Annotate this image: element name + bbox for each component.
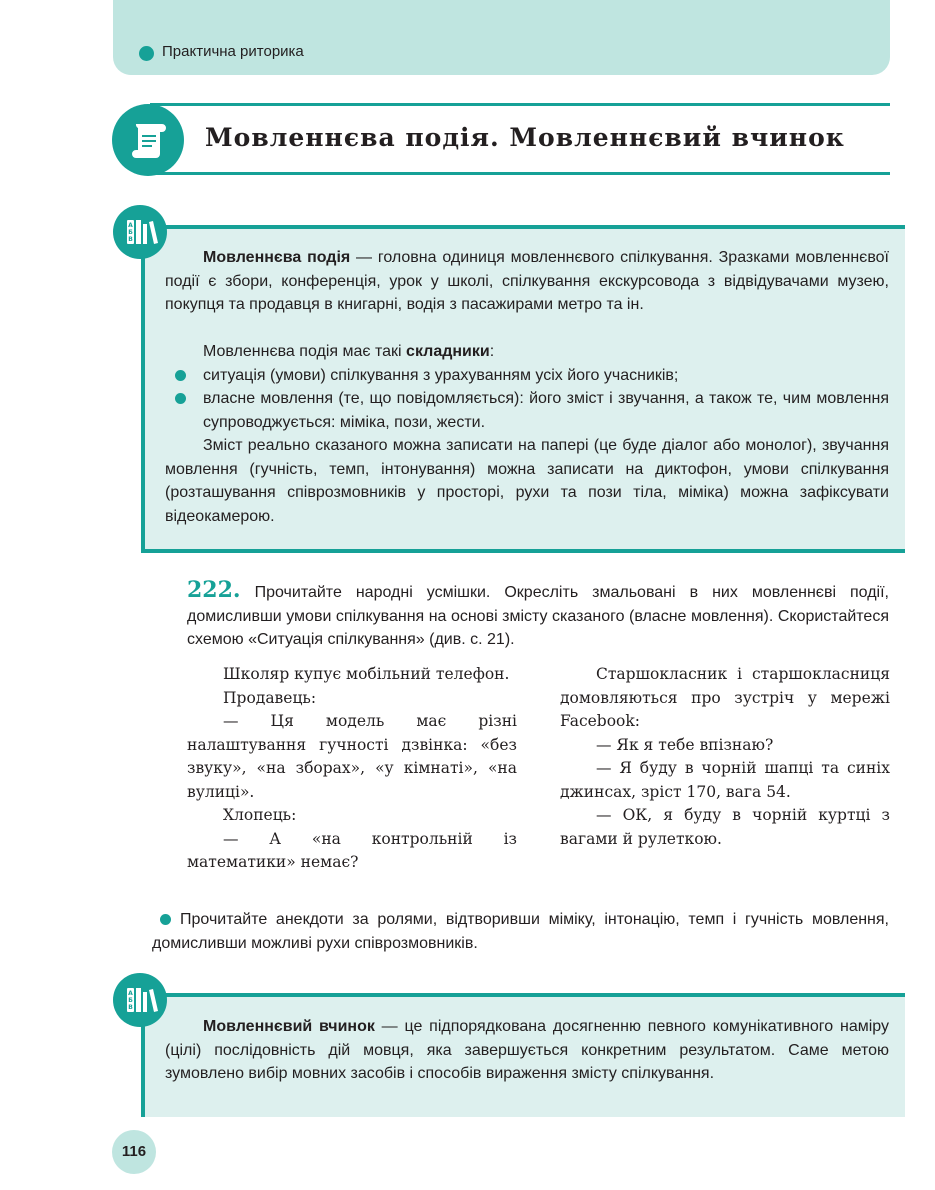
definition-event-text: — головна одиниця мовленнєвого спілкування. Зразками мовленнєвої події є збори, конференція, урок у школі, спілкування екскурсовода з відвідувачами музею, покупця та продавця в книгарні, водія з пасажирами метро та ін. xyxy=(165,249,890,313)
svg-text:В: В xyxy=(128,236,133,243)
page-number: 116 xyxy=(112,1130,156,1174)
anecdote-line: Старшокласник і старшокласниця домовляються про зустріч у мережі Facebook: xyxy=(560,665,890,730)
exercise-subtask: Прочитайте анекдоти за ролями, відтворивши міміку, інтонацію, темп і гучність мовлення, домисливши можливі рухи співрозмовників. xyxy=(152,911,889,952)
anecdote-line: Продавець: xyxy=(223,688,317,707)
definition-event-closing: Зміст реально сказаного можна записати на папері (це буде діалог або монолог), звучання мовлення (гучність, темп, інтонування) можна записати на диктофон, умови спілкування (розташування співрозмовників у просторі, рухи та пози тіла, міміка) можна зафіксувати відеокамерою. xyxy=(165,437,889,525)
section-title: Практична риторика xyxy=(162,43,304,60)
svg-text:В: В xyxy=(128,1004,133,1011)
svg-text:А: А xyxy=(128,990,133,997)
anecdote-line: Хлопець: xyxy=(223,806,297,824)
exercise-task xyxy=(187,579,889,652)
exercise-task-text: Прочитайте народні усмішки. Окресліть змальовані в них мовленнєві події, домисливши умови спілкування на основі змісту сказаного (власне мовлення). Скористайтеся схемою «Ситуація спілкування» (див. с. 21). xyxy=(187,584,889,648)
components-intro: Мовленнєва подія має такі складники: xyxy=(203,343,495,360)
definition-event-paragraph xyxy=(165,246,889,317)
term-speech-act: Мовленнєвий вчинок xyxy=(203,1018,375,1035)
anecdote-left-column xyxy=(187,663,517,875)
term-speech-event: Мовленнєва подія xyxy=(203,249,351,266)
anecdote-line: Школяр купує мобільний телефон. xyxy=(223,665,510,683)
scroll-document-icon xyxy=(112,104,184,176)
term-components: складники xyxy=(406,343,490,360)
title-rule-bottom xyxy=(150,172,890,175)
page-title: Мовленнєва подія. Мовленнєвий вчинок xyxy=(205,123,845,152)
bullet-marker xyxy=(175,370,186,381)
anecdote-line: — Як я тебе впізнаю? xyxy=(596,735,774,754)
svg-text:Б: Б xyxy=(128,997,133,1004)
anecdote-line: — А «на контрольній із математики» немає? xyxy=(187,829,517,871)
list-item: ситуація (умови) спілкування з урахуванням усіх його учасників; xyxy=(203,367,679,384)
definition-act-paragraph xyxy=(165,1015,889,1086)
bullet-marker xyxy=(175,393,186,404)
definition-act-text: — це підпорядкована досягненню певного комунікативного наміру (цілі) послідовність дій мовця, яка завершується конкретним результатом. Саме метою зумовлено вибір мовних засобів і способів вираження змісту спілкування. xyxy=(165,1018,889,1082)
abv-books-icon xyxy=(113,205,167,259)
anecdote-line: — Ця модель має різні налаштування гучності дзвінка: «без звуку», «на зборах», «у кімнаті», «на вулиці». xyxy=(187,712,517,801)
anecdote-right-column xyxy=(560,663,890,851)
list-item: власне мовлення (те, що повідомляється): його зміст і звучання, а також те, чим мовлення супроводжується: міміка, пози, жести. xyxy=(203,390,889,431)
header-bullet xyxy=(139,46,154,61)
title-rule-top xyxy=(150,103,890,106)
anecdote-line: — ОК, я буду в чорній куртці з вагами й рулеткою. xyxy=(560,806,890,848)
exercise-number: 222. xyxy=(187,577,241,603)
header-band xyxy=(113,0,890,75)
svg-text:Б: Б xyxy=(128,229,133,236)
abv-books-icon xyxy=(113,973,167,1027)
svg-text:А: А xyxy=(128,222,133,229)
anecdote-line: — Я буду в чорній шапці та синіх джинсах, зріст 170, вага 54. xyxy=(560,759,890,801)
